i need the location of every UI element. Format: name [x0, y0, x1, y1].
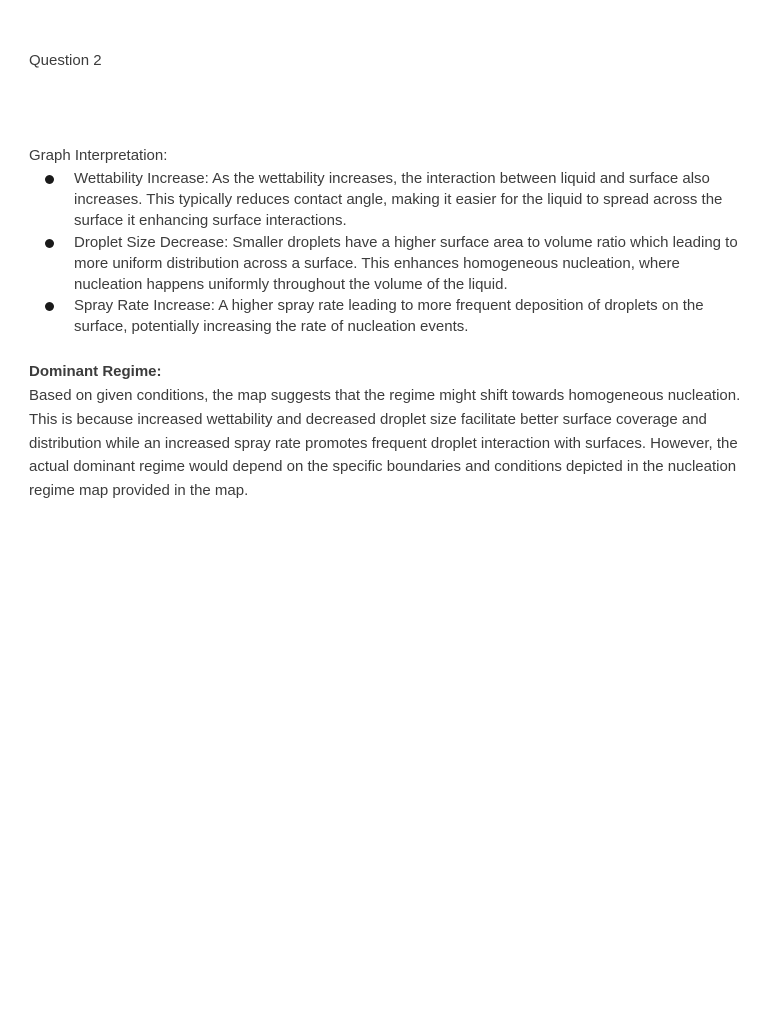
- dominant-regime-section: [29, 362, 744, 503]
- list-item-text: Spray Rate Increase: A higher spray rate leading to more frequent deposition of droplets on the surface, potentially increasing the rate of nucleation events.: [74, 297, 704, 336]
- list-item: [29, 295, 744, 337]
- graph-interpretation-section: [29, 146, 744, 338]
- question-title: Question 2: [29, 52, 102, 69]
- graph-interpretation-heading: Graph Interpretation:: [29, 147, 168, 164]
- bullet-icon: [45, 302, 54, 311]
- list-item: [29, 168, 744, 232]
- interpretation-list: [29, 168, 744, 338]
- dominant-regime-heading: Dominant Regime:: [29, 363, 162, 380]
- bullet-icon: [45, 175, 54, 184]
- dominant-regime-body: Based on given conditions, the map suggests that the regime might shift towards homogeneous nucleation. This is because increased wettability and decreased droplet size facilitate better surface coverage and distribution while an increased spray rate promotes frequent droplet interaction with surfaces. However, the actual dominant regime would depend on the specific boundaries and conditions depicted in the nucleation regime map provided in the map.: [29, 387, 741, 500]
- list-item-text: Droplet Size Decrease: Smaller droplets have a higher surface area to volume ratio which leading to more uniform distribution across a surface. This enhances homogeneous nucleation, where nucleation happens uniformly throughout the volume of the liquid.: [74, 233, 738, 294]
- list-item-text: Wettability Increase: As the wettability increases, the interaction between liquid and surface also increases. This typically reduces contact angle, making it easier for the liquid to spread across the surface it enhancing surface interactions.: [74, 170, 723, 230]
- list-item: [29, 232, 744, 296]
- bullet-icon: [45, 239, 54, 248]
